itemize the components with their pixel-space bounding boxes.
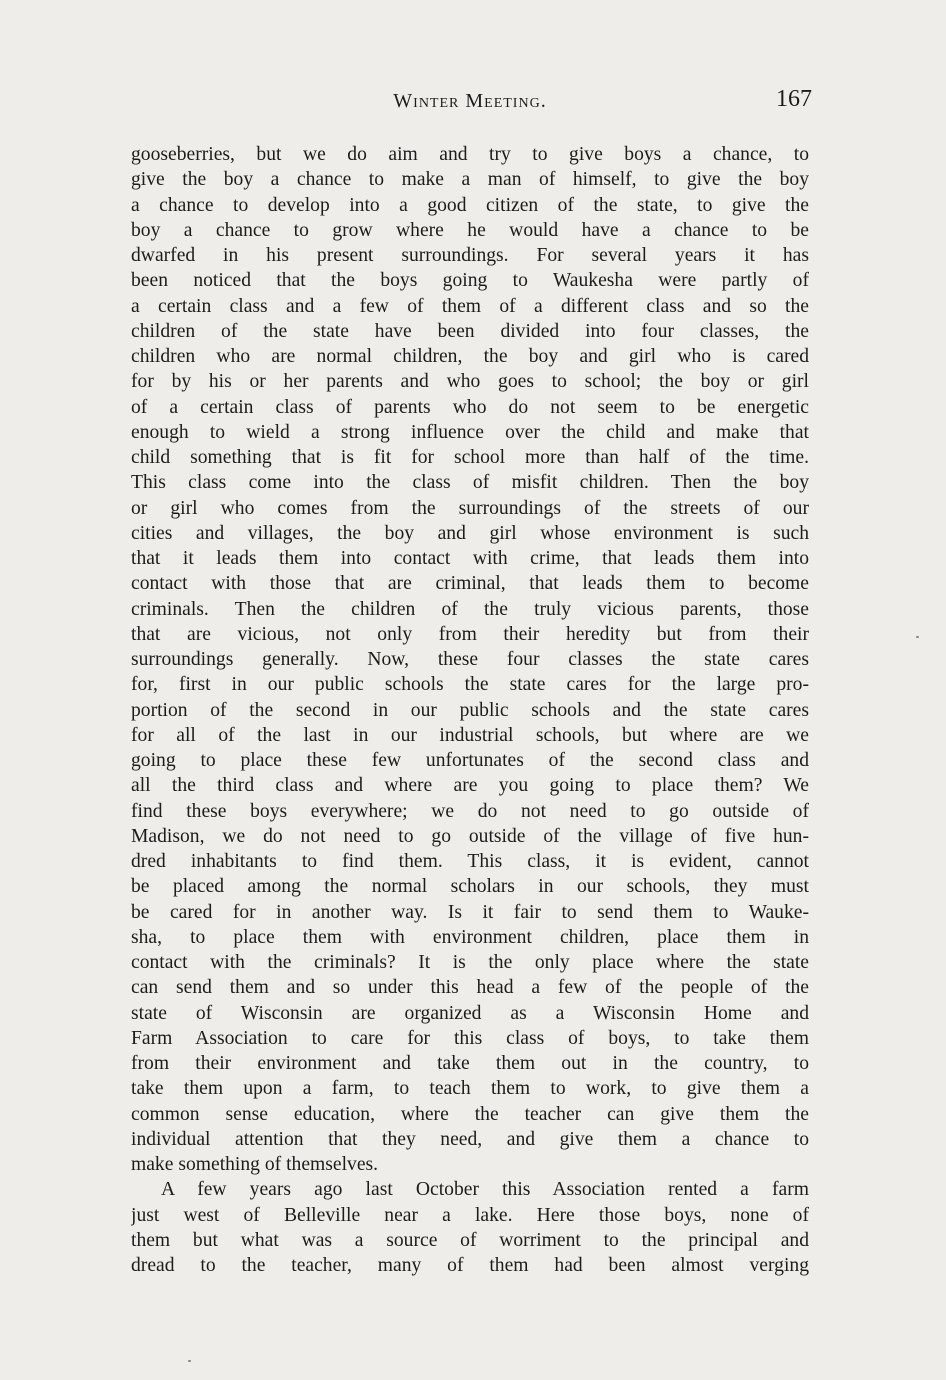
scan-speck — [916, 636, 919, 638]
text-line: that it leads them into contact with crime, that leads them into — [131, 548, 809, 569]
text-line: Farm Association to care for this class of boys, to take them — [131, 1027, 809, 1049]
text-line: contact with those that are criminal, that leads them to become — [131, 573, 809, 595]
text-line: that are vicious, not only from their heredity but from their — [131, 623, 809, 645]
text-line: of a certain class of parents who do not seem to be energetic — [131, 396, 809, 418]
text-line: enough to wield a strong influence over the child and make that — [131, 421, 809, 443]
text-line: can send them and so under this head a few of the people of the — [131, 977, 809, 999]
text-line: surroundings generally. Now, these four classes the state cares — [131, 649, 809, 670]
page-header — [130, 86, 810, 120]
paragraph — [131, 142, 809, 1177]
text-line: dred inhabitants to find them. This class, it is evident, cannot — [131, 851, 809, 872]
text-line: contact with the criminals? It is the only place where the state — [131, 952, 809, 973]
text-line: all the third class and where are you going to place them? We — [131, 775, 809, 797]
text-line: boy a chance to grow where he would have a chance to be — [131, 219, 809, 241]
text-line: been noticed that the boys going to Waukesha were partly of — [131, 270, 809, 292]
text-line: children of the state have been divided into four classes, the — [131, 320, 809, 342]
text-line: portion of the second in our public schools and the state cares — [131, 699, 809, 721]
text-line: child something that is fit for school more than half of the time. — [131, 447, 809, 468]
text-line: from their environment and take them out in the country, to — [131, 1053, 809, 1074]
text-line: dread to the teacher, many of them had been almost verging — [131, 1255, 809, 1276]
text-line: gooseberries, but we do aim and try to give boys a chance, to — [131, 144, 809, 165]
scan-speck — [188, 1360, 191, 1362]
paragraph — [131, 1177, 809, 1278]
text-line: find these boys everywhere; we do not need to go outside of — [131, 800, 809, 822]
text-line: be placed among the normal scholars in our schools, they must — [131, 876, 809, 898]
text-line: Madison, we do not need to go outside of the village of five hun- — [131, 825, 809, 847]
text-line: A few years ago last October this Association rented a farm — [161, 1179, 809, 1201]
text-line: for all of the last in our industrial schools, but where are we — [131, 724, 809, 746]
text-line: This class come into the class of misfit children. Then the boy — [131, 472, 809, 494]
page-number: 167 — [776, 86, 812, 112]
text-line: criminals. Then the children of the truly vicious parents, those — [131, 598, 809, 620]
text-line: a chance to develop into a good citizen of the state, to give the — [131, 194, 809, 216]
text-line: common sense education, where the teacher can give them the — [131, 1103, 809, 1125]
text-line: dwarfed in his present surroundings. For several years it has — [131, 245, 809, 266]
text-line: for by his or her parents and who goes to school; the boy or girl — [131, 371, 809, 393]
text-line: them but what was a source of worriment to the principal and — [131, 1229, 809, 1251]
text-line: make something of themselves. — [131, 1154, 379, 1175]
text-line: give the boy a chance to make a man of himself, to give the boy — [131, 169, 809, 191]
text-line: be cared for in another way. Is it fair to send them to Wauke- — [131, 901, 809, 923]
body-text — [131, 142, 809, 1278]
text-line: take them upon a farm, to teach them to work, to give them a — [131, 1078, 809, 1100]
running-title: Winter Meeting. — [393, 90, 547, 112]
text-line: children who are normal children, the boy and girl who is cared — [131, 346, 809, 367]
text-line: a certain class and a few of them of a different class and so the — [131, 295, 809, 317]
text-line: going to place these few unfortunates of the second class and — [131, 750, 809, 771]
text-line: just west of Belleville near a lake. Here those boys, none of — [131, 1204, 809, 1226]
text-line: for, first in our public schools the state cares for the large pro- — [131, 674, 809, 696]
text-line: state of Wisconsin are organized as a Wisconsin Home and — [131, 1002, 809, 1024]
text-line: or girl who comes from the surroundings of the streets of our — [131, 497, 809, 519]
text-line: individual attention that they need, and give them a chance to — [131, 1128, 809, 1150]
text-line: cities and villages, the boy and girl whose environment is such — [131, 522, 809, 544]
text-line: sha, to place them with environment children, place them in — [131, 926, 809, 948]
